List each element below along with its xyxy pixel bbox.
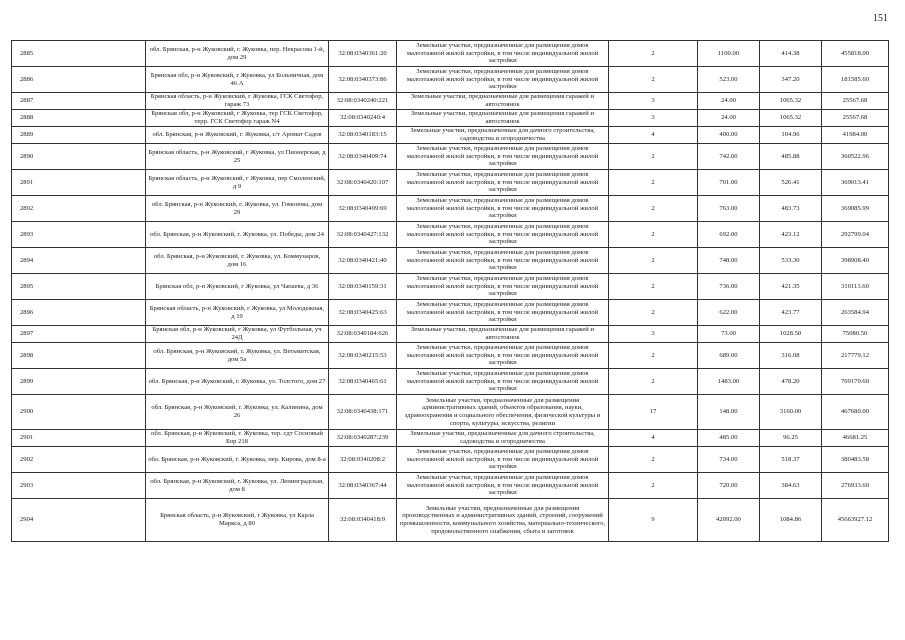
area-cell: 692.00: [698, 222, 760, 248]
row-number-cell: 2904: [12, 499, 146, 542]
specific-value-cell: 104.96: [760, 127, 822, 144]
cadastral-number-cell: 32:08:0340427:132: [329, 222, 397, 248]
group-cell: 2: [609, 274, 698, 300]
page-number: 151: [873, 13, 888, 24]
land-use-cell: Земельные участки, предназначенные для размещения домов малоэтажной жилой застройки, в том числе индивидуальной жилой застройки: [397, 67, 609, 93]
table-row: [12, 67, 889, 93]
table-row: [12, 473, 889, 499]
specific-value-cell: 347.20: [760, 67, 822, 93]
specific-value-cell: 485.88: [760, 144, 822, 170]
specific-value-cell: 1028.50: [760, 326, 822, 343]
specific-value-cell: 526.41: [760, 170, 822, 196]
group-cell: 3: [609, 93, 698, 110]
area-cell: 523.00: [698, 67, 760, 93]
table-row: [12, 326, 889, 343]
cadastral-value-cell: 25567.68: [822, 93, 889, 110]
group-cell: 2: [609, 300, 698, 326]
land-use-cell: Земельные участки, предназначенные для дачного строительства, садоводства и огородничества: [397, 127, 609, 144]
land-use-cell: Земельные участки, предназначенные для размещения домов малоэтажной жилой застройки, в том числе индивидуальной жилой застройки: [397, 41, 609, 67]
cadastral-value-cell: 467680.00: [822, 395, 889, 430]
specific-value-cell: 421.35: [760, 274, 822, 300]
land-use-cell: Земельные участки, предназначенные для размещения гаражей и автостоянок: [397, 110, 609, 127]
address-cell: Брянская область, р-н Жуковский, г Жуковка, ул Пионерская, д 25: [146, 144, 329, 170]
area-cell: 701.00: [698, 170, 760, 196]
row-number-cell: 2890: [12, 144, 146, 170]
group-cell: 3: [609, 110, 698, 127]
group-cell: 2: [609, 248, 698, 274]
group-cell: 17: [609, 395, 698, 430]
group-cell: 2: [609, 41, 698, 67]
land-use-cell: Земельные участки, предназначенные для размещения домов малоэтажной жилой застройки, в том числе индивидуальной жилой застройки: [397, 447, 609, 473]
address-cell: Брянская область, р-н Жуковский, г Жуковка, ГСК Светофор, гараж 73: [146, 93, 329, 110]
cadastral-number-cell: 32:08:0340208:2: [329, 447, 397, 473]
specific-value-cell: 414.38: [760, 41, 822, 67]
cadastral-number-cell: 32:08:0340367:44: [329, 473, 397, 499]
row-number-cell: 2885: [12, 41, 146, 67]
area-cell: 1100.00: [698, 41, 760, 67]
land-use-cell: Земельные участки, предназначенные для размещения домов малоэтажной жилой застройки, в том числе индивидуальной жилой застройки: [397, 473, 609, 499]
land-use-cell: Земельные участки, предназначенные для размещения домов малоэтажной жилой застройки, в том числе индивидуальной жилой застройки: [397, 248, 609, 274]
land-use-cell: Земельные участки, предназначенные для размещения гаражей и автостоянок: [397, 326, 609, 343]
table-row: [12, 395, 889, 430]
cadastral-value-cell: 360522.96: [822, 144, 889, 170]
cadastral-number-cell: 32:08:0340240:4: [329, 110, 397, 127]
area-cell: 622.00: [698, 300, 760, 326]
row-number-cell: 2900: [12, 395, 146, 430]
group-cell: 4: [609, 430, 698, 447]
cadastral-number-cell: 32:08:0340373:86: [329, 67, 397, 93]
address-cell: Брянская область, р-н Жуковский, г Жуковка, пер Смоленский, д 9: [146, 170, 329, 196]
address-cell: обл. Брянская, р-н Жуковский, г. Жуковка, ул. Победы, дом 24: [146, 222, 329, 248]
cadastral-value-cell: 380483.58: [822, 447, 889, 473]
area-cell: 148.00: [698, 395, 760, 430]
area-cell: 1483.00: [698, 369, 760, 395]
table-row: [12, 300, 889, 326]
cadastral-value-cell: 276933.60: [822, 473, 889, 499]
specific-value-cell: 533.30: [760, 248, 822, 274]
row-number-cell: 2903: [12, 473, 146, 499]
table-row: [12, 196, 889, 222]
group-cell: 3: [609, 326, 698, 343]
cadastral-number-cell: 32:08:0340420:107: [329, 170, 397, 196]
row-number-cell: 2894: [12, 248, 146, 274]
cadastral-number-cell: 32:08:0340183:15: [329, 127, 397, 144]
land-use-cell: Земельные участки, предназначенные для размещения домов малоэтажной жилой застройки, в том числе индивидуальной жилой застройки: [397, 196, 609, 222]
cadastral-value-cell: 217779.12: [822, 343, 889, 369]
specific-value-cell: 3160.00: [760, 395, 822, 430]
cadastral-value-cell: 292799.04: [822, 222, 889, 248]
cadastral-number-cell: 32:08:0340438:171: [329, 395, 397, 430]
land-use-cell: Земельные участки, предназначенные для размещения домов малоэтажной жилой застройки, в том числе индивидуальной жилой застройки: [397, 222, 609, 248]
row-number-cell: 2898: [12, 343, 146, 369]
cadastral-number-cell: 32:08:0340215:53: [329, 343, 397, 369]
row-number-cell: 2897: [12, 326, 146, 343]
cadastral-number-cell: 32:08:0340465:61: [329, 369, 397, 395]
address-cell: обл. Брянская, р-н Жуковский, г. Жуковка, ул. Коммунаров, дом 16: [146, 248, 329, 274]
cadastral-number-cell: 32:08:0340159:31: [329, 274, 397, 300]
cadastral-value-cell: 455818.00: [822, 41, 889, 67]
table-row: [12, 248, 889, 274]
table-row: [12, 222, 889, 248]
land-use-cell: Земельные участки, предназначенные для размещения домов малоэтажной жилой застройки, в том числе индивидуальной жилой застройки: [397, 343, 609, 369]
land-use-cell: Земельные участки, предназначенные для размещения гаражей и автостоянок: [397, 93, 609, 110]
row-number-cell: 2887: [12, 93, 146, 110]
cadastral-value-cell: 709170.60: [822, 369, 889, 395]
group-cell: 2: [609, 343, 698, 369]
specific-value-cell: 316.08: [760, 343, 822, 369]
specific-value-cell: 1065.32: [760, 110, 822, 127]
table-body: [12, 41, 889, 542]
table-row: [12, 41, 889, 67]
table-row: [12, 170, 889, 196]
group-cell: 2: [609, 473, 698, 499]
area-cell: 763.00: [698, 196, 760, 222]
specific-value-cell: 96.25: [760, 430, 822, 447]
cadastral-value-cell: 398908.40: [822, 248, 889, 274]
address-cell: обл. Брянская, р-н Жуковский, г. Жуковка, ул. Калинина, дом 26: [146, 395, 329, 430]
table-row: [12, 447, 889, 473]
land-use-cell: Земельные участки, предназначенные для размещения домов малоэтажной жилой застройки, в том числе индивидуальной жилой застройки: [397, 300, 609, 326]
address-cell: обл. Брянская, р-н Жуковский, г. Жуковка, пер. Кирова, дом 8-а: [146, 447, 329, 473]
area-cell: 24.00: [698, 110, 760, 127]
specific-value-cell: 1084.86: [760, 499, 822, 542]
address-cell: Брянская обл, р-н Жуковский, г Жуковка, ул Футбольная, уч 24Д: [146, 326, 329, 343]
cadastral-number-cell: 32:08:0340425:63: [329, 300, 397, 326]
cadastral-number-cell: 32:08:0340240:221: [329, 93, 397, 110]
land-use-cell: Земельные участки, предназначенные для размещения производственных и административных зданий, строений, сооружений промышленности, коммунального хозяйства, материально-технического, продовольственного снабжения, сбыта и заготовок: [397, 499, 609, 542]
specific-value-cell: 423.77: [760, 300, 822, 326]
address-cell: Брянская область, р-н Жуковский, г Жуковка, ул Карла Маркса, д 80: [146, 499, 329, 542]
cadastral-value-cell: 41984.00: [822, 127, 889, 144]
land-use-cell: Земельные участки, предназначенные для размещения домов малоэтажной жилой застройки, в том числе индивидуальной жилой застройки: [397, 369, 609, 395]
cadastral-number-cell: 32:08:0340499:69: [329, 196, 397, 222]
table-row: [12, 110, 889, 127]
address-cell: обл. Брянская, р-н Жуковский, г. Жуковка, тер. сдт Сосновый Бор 218: [146, 430, 329, 447]
cadastral-number-cell: 32:08:0340421:40: [329, 248, 397, 274]
area-cell: 689.00: [698, 343, 760, 369]
address-cell: Брянская обл, р-н Жуковский, г Жуковка, тер ГСК Светофор, терр. ГСК Светофор гараж N4: [146, 110, 329, 127]
area-cell: 748.00: [698, 248, 760, 274]
group-cell: 2: [609, 196, 698, 222]
address-cell: Брянская обл, р-н Жуковский, г Жуковка, ул Чапаева, д 36: [146, 274, 329, 300]
address-cell: обл. Брянская, р-н Жуковский, г. Жуковка, ул. Гомонова, дом 29: [146, 196, 329, 222]
land-use-cell: Земельные участки, предназначенные для дачного строительства, садоводства и огородничества: [397, 430, 609, 447]
row-number-cell: 2901: [12, 430, 146, 447]
group-cell: 2: [609, 369, 698, 395]
area-cell: 734.00: [698, 447, 760, 473]
cadastral-number-cell: 32:08:0340361:20: [329, 41, 397, 67]
cadastral-value-cell: 263584.94: [822, 300, 889, 326]
cadastral-number-cell: 32:08:0340184:626: [329, 326, 397, 343]
address-cell: обл. Брянская, р-н Жуковский, г. Жуковка, ул. Ленинградская, дом 8: [146, 473, 329, 499]
specific-value-cell: 483.73: [760, 196, 822, 222]
group-cell: 2: [609, 67, 698, 93]
row-number-cell: 2892: [12, 196, 146, 222]
specific-value-cell: 478.20: [760, 369, 822, 395]
area-cell: 24.00: [698, 93, 760, 110]
row-number-cell: 2886: [12, 67, 146, 93]
table-row: [12, 369, 889, 395]
land-use-cell: Земельные участки, предназначенные для размещения домов малоэтажной жилой застройки, в том числе индивидуальной жилой застройки: [397, 144, 609, 170]
group-cell: 9: [609, 499, 698, 542]
address-cell: обл. Брянская, р-н Жуковский, г. Жуковка, с/т Аромат Садов: [146, 127, 329, 144]
address-cell: Брянская обл, р-н Жуковский, г Жуковка, ул Больничная, дом 46 А: [146, 67, 329, 93]
specific-value-cell: 518.37: [760, 447, 822, 473]
table-row: [12, 127, 889, 144]
cadastral-value-cell: 310113.60: [822, 274, 889, 300]
cadastral-value-cell: 369013.41: [822, 170, 889, 196]
row-number-cell: 2896: [12, 300, 146, 326]
area-cell: 42092.00: [698, 499, 760, 542]
cadastral-value-cell: 181585.60: [822, 67, 889, 93]
address-cell: обл. Брянская, р-н Жуковский, г. Жуковка, ул. Толстого, дом 27: [146, 369, 329, 395]
cadastral-value-cell: 46681.25: [822, 430, 889, 447]
cadastral-number-cell: 32:08:0340287:239: [329, 430, 397, 447]
row-number-cell: 2895: [12, 274, 146, 300]
table-row: [12, 343, 889, 369]
area-cell: 485.00: [698, 430, 760, 447]
area-cell: 720.00: [698, 473, 760, 499]
land-use-cell: Земельные участки, предназначенные для размещения домов малоэтажной жилой застройки, в том числе индивидуальной жилой застройки: [397, 274, 609, 300]
group-cell: 2: [609, 447, 698, 473]
area-cell: 742.00: [698, 144, 760, 170]
group-cell: 2: [609, 144, 698, 170]
row-number-cell: 2899: [12, 369, 146, 395]
cadastral-number-cell: 32:08:0340418:9: [329, 499, 397, 542]
group-cell: 2: [609, 222, 698, 248]
land-use-cell: Земельные участки, предназначенные для размещения домов малоэтажной жилой застройки, в том числе индивидуальной жилой застройки: [397, 170, 609, 196]
row-number-cell: 2889: [12, 127, 146, 144]
address-cell: обл. Брянская, р-н Жуковский, г. Жуковка, ул. Ветьмитская, дом 5а: [146, 343, 329, 369]
row-number-cell: 2893: [12, 222, 146, 248]
cadastral-value-cell: 369085.99: [822, 196, 889, 222]
row-number-cell: 2888: [12, 110, 146, 127]
cadastral-value-cell: 25567.68: [822, 110, 889, 127]
cadastral-value-cell: 45663927.12: [822, 499, 889, 542]
row-number-cell: 2902: [12, 447, 146, 473]
table-row: [12, 274, 889, 300]
area-cell: 400.00: [698, 127, 760, 144]
table-row: [12, 430, 889, 447]
table-row: [12, 144, 889, 170]
address-cell: обл. Брянская, р-н Жуковский, г. Жуковка, пер. Некрасова 1-й, дом 29: [146, 41, 329, 67]
table-row: [12, 93, 889, 110]
specific-value-cell: 1065.32: [760, 93, 822, 110]
area-cell: 736.00: [698, 274, 760, 300]
group-cell: 4: [609, 127, 698, 144]
specific-value-cell: 423.12: [760, 222, 822, 248]
land-parcel-table: [11, 40, 889, 542]
land-use-cell: Земельные участки, предназначенные для размещения административных зданий, объектов образования, науки, здравоохранения и социального обеспечения, физической культуры и спорта, культуры, искусства, религии: [397, 395, 609, 430]
address-cell: Брянская область, р-н Жуковский, г Жуковка, ул Молодежная, д 19: [146, 300, 329, 326]
specific-value-cell: 384.63: [760, 473, 822, 499]
table-row: [12, 499, 889, 542]
row-number-cell: 2891: [12, 170, 146, 196]
cadastral-value-cell: 75080.50: [822, 326, 889, 343]
area-cell: 73.00: [698, 326, 760, 343]
group-cell: 2: [609, 170, 698, 196]
cadastral-number-cell: 32:08:0340499:74: [329, 144, 397, 170]
